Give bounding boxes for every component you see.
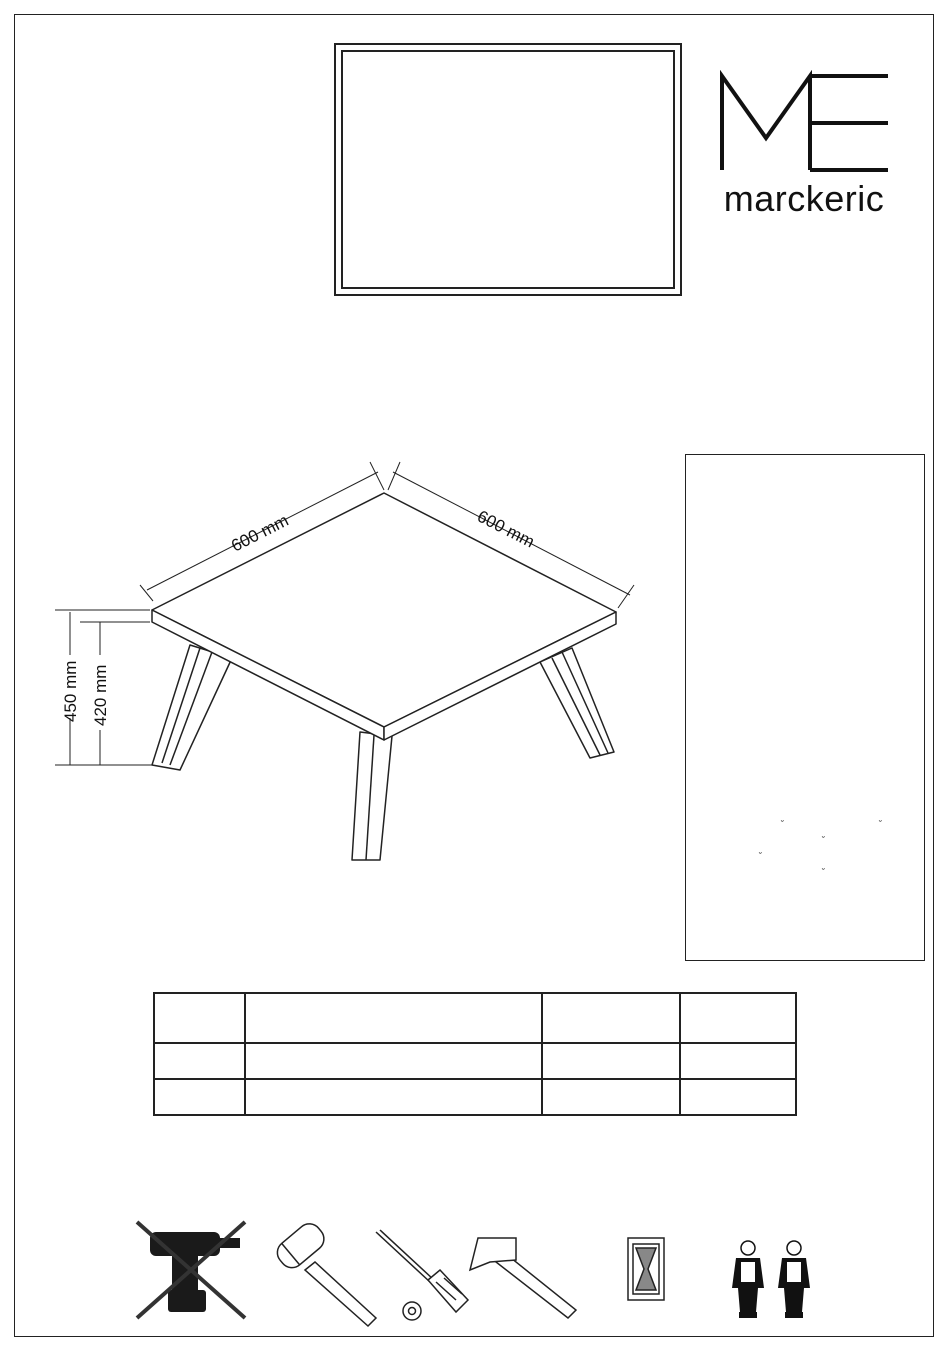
- tools-row: [0, 1200, 950, 1340]
- total-height-label: 450 mm: [61, 660, 80, 722]
- hammer-icon: [470, 1238, 576, 1318]
- table-cell: [680, 1043, 796, 1079]
- small-mark: ˘: [781, 819, 784, 829]
- no-power-drill-icon: [137, 1222, 245, 1318]
- extension-line: [388, 462, 400, 490]
- small-mark: ˘: [879, 819, 882, 829]
- small-mark: ˘: [759, 851, 762, 861]
- two-persons-icon: [732, 1241, 810, 1318]
- table-cell: [680, 1079, 796, 1115]
- small-mark: ˘: [822, 835, 825, 845]
- width-dimension-label: 600 mm: [228, 510, 292, 556]
- table-cell: [542, 1043, 680, 1079]
- table-cell: [154, 993, 245, 1043]
- table-cell: [245, 1079, 542, 1115]
- rubber-mallet-icon: [272, 1219, 376, 1326]
- table-cell: [154, 1043, 245, 1079]
- hourglass-icon: [628, 1238, 664, 1300]
- person-figure: [732, 1241, 764, 1318]
- table-top: [152, 493, 616, 727]
- table-row: [154, 1079, 796, 1115]
- table-leg: [352, 732, 392, 860]
- table-cell: [245, 993, 542, 1043]
- leg-height-label: 420 mm: [91, 664, 110, 726]
- info-box: [685, 454, 925, 961]
- depth-dimension-label: 600 mm: [474, 506, 538, 552]
- table-row: [154, 1043, 796, 1079]
- extension-line: [370, 462, 384, 490]
- parts-table: [153, 992, 797, 1116]
- table-cell: [542, 1079, 680, 1115]
- extension-line: [618, 585, 634, 608]
- small-mark: ˘: [822, 867, 825, 877]
- table-cell: [542, 993, 680, 1043]
- table-cell: [245, 1043, 542, 1079]
- table-row: [154, 993, 796, 1043]
- table-cell: [154, 1079, 245, 1115]
- screwdriver-icon: [376, 1230, 468, 1320]
- brand-name: marckeric: [723, 178, 885, 219]
- person-figure: [778, 1241, 810, 1318]
- table-cell: [680, 993, 796, 1043]
